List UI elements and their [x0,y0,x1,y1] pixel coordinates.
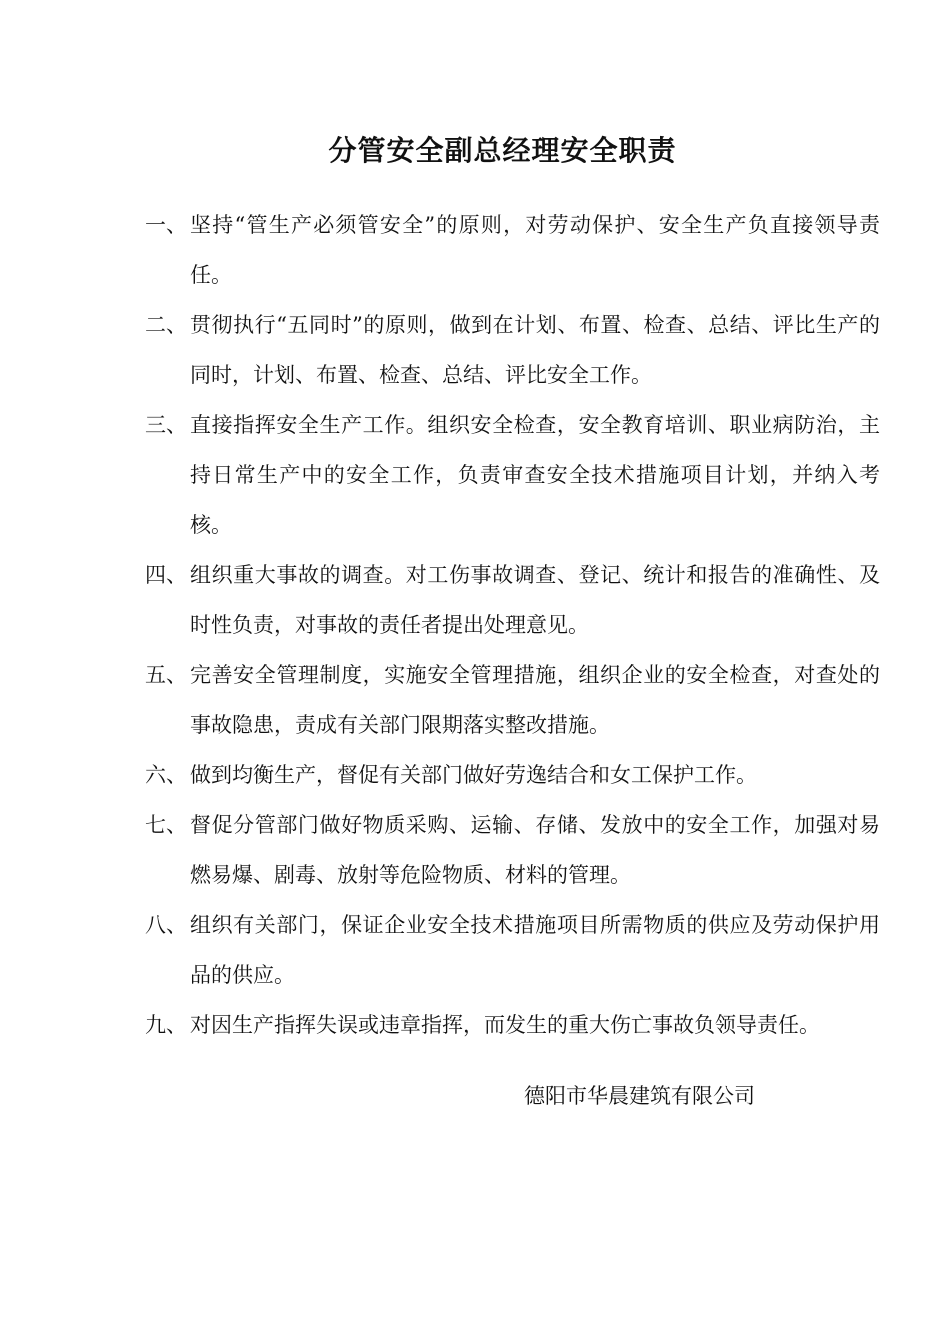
item-number: 六、 [145,763,187,787]
list-item [145,550,880,650]
item-number: 三、 [145,413,187,437]
item-text: 对因生产指挥失误或违章指挥，而发生的重大伤亡事故负领导责任。 [190,1013,820,1037]
item-text: 直接指挥安全生产工作。组织安全检查，安全教育培训、职业病防治，主持日常生产中的安全工作，负责审查安全技术措施项目计划，并纳入考核。 [190,413,880,537]
list-item [145,400,880,550]
list-item [145,900,880,1000]
item-number: 五、 [145,663,187,687]
item-text: 组织有关部门，保证企业安全技术措施项目所需物质的供应及劳动保护用品的供应。 [190,913,880,987]
item-text: 贯彻执行“五同时”的原则，做到在计划、布置、检查、总结、评比生产的同时，计划、布置、检查、总结、评比安全工作。 [190,313,880,387]
item-number: 九、 [145,1013,187,1037]
list-item [145,800,880,900]
item-text: 做到均衡生产，督促有关部门做好劳逸结合和女工保护工作。 [190,763,757,787]
company-signature: 德阳市华晨建筑有限公司 [524,1084,755,1108]
list-item [145,300,880,400]
item-number: 一、 [145,213,187,237]
item-number: 八、 [145,913,187,937]
item-text: 督促分管部门做好物质采购、运输、存储、发放中的安全工作，加强对易燃易爆、剧毒、放射等危险物质、材料的管理。 [190,813,880,887]
list-item [145,200,880,300]
list-item [145,650,880,750]
item-text: 坚持“管生产必须管安全”的原则，对劳动保护、安全生产负直接领导责任。 [190,213,880,287]
item-text: 完善安全管理制度，实施安全管理措施，组织企业的安全检查，对查处的事故隐患，责成有关部门限期落实整改措施。 [190,663,880,737]
item-text: 组织重大事故的调查。对工伤事故调查、登记、统计和报告的准确性、及时性负责，对事故的责任者提出处理意见。 [190,563,880,637]
item-number: 四、 [145,563,187,587]
responsibility-list [145,200,880,1050]
document-title: 分管安全副总经理安全职责 [328,134,677,167]
item-number: 七、 [145,813,187,837]
list-item [145,1000,880,1050]
item-number: 二、 [145,313,187,337]
list-item [145,750,880,800]
